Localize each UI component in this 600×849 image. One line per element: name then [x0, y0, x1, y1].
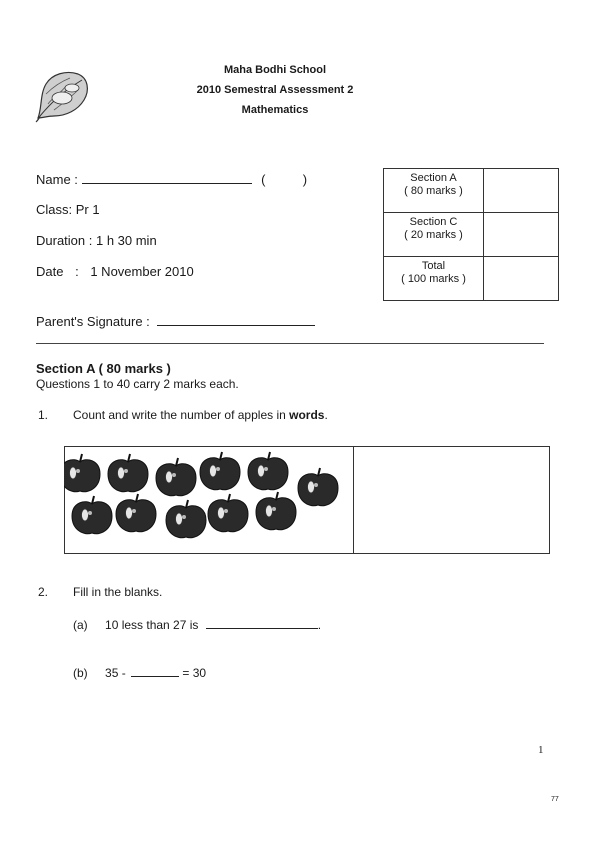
q1-text: [73, 408, 328, 422]
marks-label-cell: [384, 213, 484, 257]
q2b-answer-blank[interactable]: [131, 664, 179, 677]
apple-icon: [116, 494, 156, 532]
marks-score-cell[interactable]: [484, 169, 559, 213]
q1-text-end: .: [324, 408, 328, 422]
apple-icon: [64, 454, 100, 492]
q1-answer-area[interactable]: [354, 447, 547, 552]
apple-icon: [248, 452, 288, 490]
marks-row-section-a: [384, 169, 559, 213]
q2-number: 2.: [38, 585, 49, 599]
name-line: [36, 171, 307, 187]
apple-icon: [108, 454, 148, 492]
school-name: Maha Bodhi School: [223, 64, 327, 76]
apple-icon: [200, 452, 240, 490]
q2a-label: (a): [73, 618, 88, 632]
parent-signature-blank[interactable]: [157, 313, 315, 326]
apple-icon: [298, 468, 338, 506]
q2a-line: [73, 616, 321, 632]
marks-row-value: ( 80 marks ): [404, 185, 463, 197]
apple-icon: [256, 492, 296, 530]
date-colon: :: [75, 264, 79, 279]
q2a-answer-blank[interactable]: [206, 616, 318, 629]
q2b-right: = 30: [182, 666, 207, 680]
q2a-end: .: [317, 618, 322, 632]
marks-score-cell[interactable]: [484, 213, 559, 257]
marks-row-section-c: [384, 213, 559, 257]
apple-icon: [208, 494, 248, 532]
marks-table: [383, 168, 559, 301]
section-divider: [36, 343, 544, 344]
date-value: 1 November 2010: [90, 264, 194, 279]
class-text: Class: Pr 1: [36, 202, 100, 217]
marks-row-value: ( 100 marks ): [401, 273, 466, 285]
name-blank[interactable]: [82, 171, 252, 184]
apple-icon: [156, 458, 196, 496]
name-label: Name :: [36, 172, 78, 187]
q2b-label: (b): [73, 666, 88, 680]
apple-icon: [166, 500, 206, 538]
parent-signature-label: Parent's Signature :: [36, 314, 150, 329]
date-line: [36, 264, 194, 279]
marks-label-cell: [384, 257, 484, 301]
duration-text: Duration : 1 h 30 min: [36, 233, 157, 248]
q1-number: 1.: [38, 408, 49, 422]
q2a-text: 10 less than 27 is: [105, 618, 199, 632]
marks-row-title: Total: [421, 260, 446, 272]
apples-picture: [64, 450, 352, 550]
marks-row-title: Section A: [410, 172, 457, 184]
school-logo-icon: [32, 64, 94, 124]
q2b-left: 35 -: [105, 666, 126, 680]
marks-row-title: Section C: [409, 216, 458, 228]
q1-text-main: Count and write the number of apples in: [73, 408, 290, 422]
marks-row-total: [384, 257, 559, 301]
marks-label-cell: [384, 169, 484, 213]
marks-row-value: ( 20 marks ): [404, 229, 463, 241]
apple-icon: [72, 496, 112, 534]
date-label: Date: [36, 264, 64, 279]
section-a-title: Section A ( 80 marks ): [36, 361, 171, 376]
index-paren-close: ): [302, 172, 308, 187]
page-number: 1: [538, 744, 544, 756]
q1-text-bold: words: [289, 408, 325, 422]
marks-score-cell[interactable]: [484, 257, 559, 301]
q2-text: Fill in the blanks.: [73, 585, 163, 599]
page-code: 77: [551, 796, 559, 803]
section-a-instruction: Questions 1 to 40 carry 2 marks each.: [36, 377, 239, 391]
parent-signature-line: [36, 313, 315, 329]
index-paren-open: (: [261, 172, 266, 187]
q2b-line: [73, 664, 206, 680]
subject-title: Mathematics: [241, 104, 309, 116]
assessment-title: 2010 Semestral Assessment 2: [196, 84, 354, 96]
